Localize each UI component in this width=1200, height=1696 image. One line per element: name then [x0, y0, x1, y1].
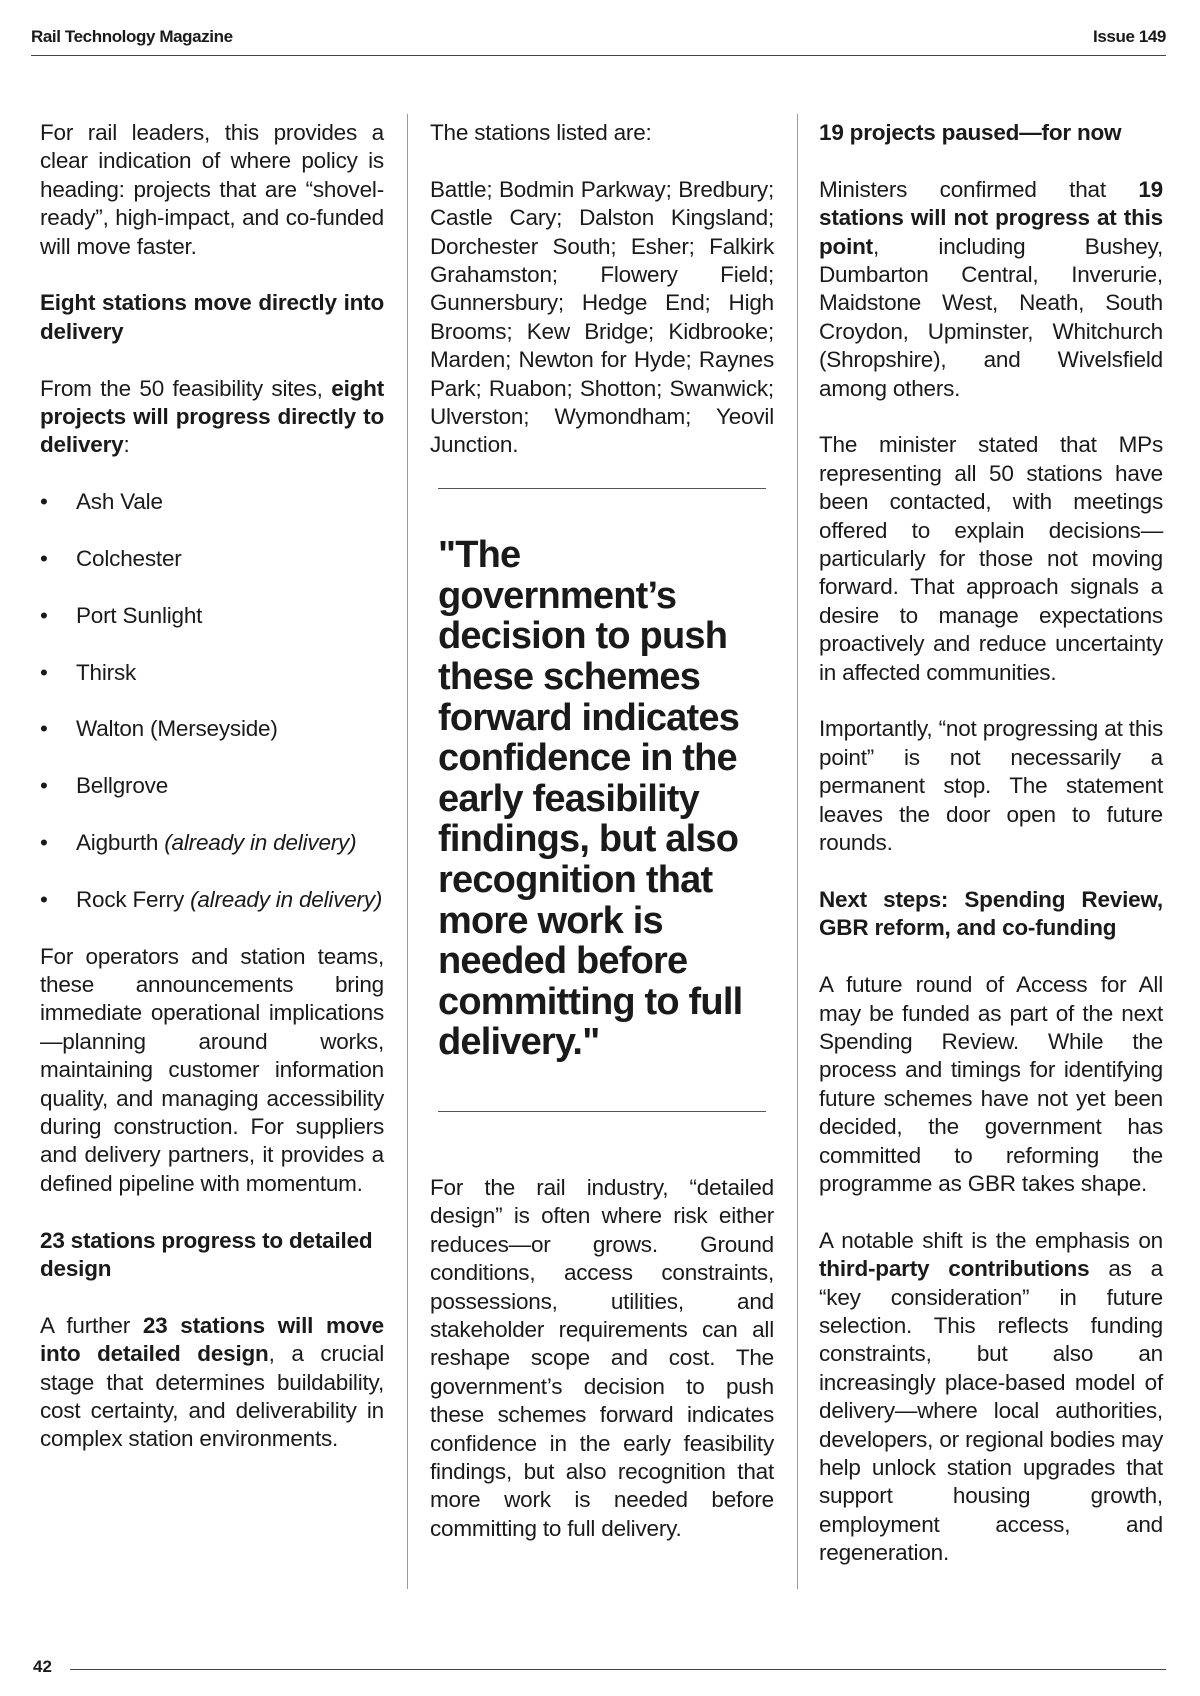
- pullquote-rule-top: [438, 488, 766, 489]
- list-item: [40, 602, 384, 630]
- design-text-end: , a crucial stage that determines buildability, cost certainty, and deliverability in complex station environments.: [40, 1341, 384, 1452]
- bullet-icon: •: [40, 602, 48, 628]
- footer-divider: [70, 1669, 1166, 1670]
- shift-bold: third-party contributions: [819, 1256, 1090, 1282]
- station-name: Aigburth: [76, 830, 165, 856]
- bullet-icon: •: [40, 716, 48, 742]
- station-name: Thirsk: [76, 659, 137, 685]
- bullet-icon: •: [40, 773, 48, 799]
- future-round-paragraph: A future round of Access for All may be funded as part of the next Spending Review. While the process and timings for identifying future schemes have not yet been decided, the government has committed to reforming the programme as GBR takes shape.: [819, 972, 1163, 1196]
- station-name: Rock Ferry: [76, 886, 191, 912]
- bullet-icon: •: [40, 659, 48, 685]
- design-bold: 23 stations will move into detailed design: [40, 1312, 384, 1367]
- heading-delivery: Eight stations move directly into delivery: [40, 290, 384, 344]
- bullet-icon: •: [40, 546, 48, 572]
- list-item: [40, 715, 384, 743]
- minister-paragraph: The minister stated that MPs representing all 50 stations have been contacted, with meetings offered to explain decisions—particularly for those not moving forward. That approach signals a desire to manage expectations proactively and reduce uncertainty in affected communities.: [819, 432, 1163, 685]
- operators-paragraph: For operators and station teams, these announcements bring immediate operational implications—planning around works, maintaining customer information quality, and managing accessibility during construction. For suppliers and delivery partners, it provides a defined pipeline with momentum.: [40, 943, 384, 1196]
- station-note: (already in delivery): [164, 830, 357, 856]
- station-name: Port Sunlight: [76, 602, 203, 628]
- industry-paragraph: For the rail industry, “detailed design” is often where risk either reduces—or grows. Ground conditions, access constraints, possessions, utilities, and stakeholder requirements can all reshape scope and cost. The government’s decision to push these schemes forward indicates confidence in the early feasibility findings, but also recognition that more work is needed before committing to full delivery.: [430, 1174, 774, 1541]
- design-text: A further: [40, 1312, 143, 1338]
- list-item: [40, 488, 384, 516]
- issue-number: Issue 149: [1093, 27, 1166, 46]
- delivery-lead-text: From the 50 feasibility sites,: [40, 375, 332, 401]
- column-divider-left: [407, 114, 408, 1589]
- column-right: [819, 119, 1163, 1596]
- heading-next-steps: Next steps: Spending Review, GBR reform, and co-funding: [819, 886, 1163, 941]
- heading-detailed-design: 23 stations progress to detailed design: [40, 1227, 373, 1282]
- shift-text-end: as a “key consideration” in future selection. This reflects funding constraints, but also an increasingly place-based model of delivery—where local authorities, developers, or regional bodies may help unlock station upgrades that support housing growth, employment access, and regeneration.: [819, 1256, 1163, 1566]
- magazine-title: Rail Technology Magazine: [31, 27, 233, 46]
- bullet-icon: •: [40, 886, 48, 912]
- paused-text-end: , including Bushey, Dumbarton Central, Inverurie, Maidstone West, Neath, South Croydon, Upminster, Whitchurch (Shropshire), and Wivelsfield among others.: [819, 233, 1163, 401]
- list-item: [40, 659, 384, 687]
- delivery-lead-paragraph: [40, 375, 384, 460]
- column-divider-right: [797, 114, 798, 1589]
- station-name: Walton (Merseyside): [76, 716, 278, 742]
- stations-list-paragraph: Battle; Bodmin Parkway; Bredbury; Castle Cary; Dalston Kingsland; Dorchester South; Esher; Falkirk Grahamston; Flowery Field; Gunnersbury; Hedge End; High Brooms; Kew Bridge; Kidbrooke; Marden; Newton for Hyde; Raynes Park; Ruabon; Shotton; Swanwick; Ulverston; Wymondham; Yeovil Junction.: [430, 176, 774, 458]
- paused-text: Ministers confirmed that: [819, 176, 1139, 202]
- page-number: 42: [33, 1657, 52, 1676]
- delivery-stations-list: [40, 488, 384, 914]
- list-item: [40, 829, 384, 857]
- list-item: [40, 886, 384, 914]
- list-item: [40, 772, 384, 800]
- stations-intro: The stations listed are:: [430, 120, 652, 145]
- column-left: [40, 119, 384, 1482]
- delivery-lead-colon: :: [123, 432, 130, 458]
- paused-bold: 19 stations will not progress at this point: [819, 176, 1163, 259]
- importantly-paragraph: Importantly, “not progressing at this point” is not necessarily a permanent stop. The statement leaves the door open to future rounds.: [819, 716, 1163, 856]
- paused-paragraph: [819, 176, 1163, 403]
- station-name: Ash Vale: [76, 489, 163, 515]
- heading-paused: 19 projects paused—for now: [819, 120, 1122, 145]
- delivery-lead-bold: eight projects will progress directly to delivery: [40, 375, 384, 458]
- pullquote-rule-bottom: [438, 1111, 766, 1112]
- column-middle: [430, 119, 774, 1572]
- shift-text: A notable shift is the emphasis on: [819, 1227, 1163, 1253]
- header-divider: [31, 55, 1166, 56]
- list-item: [40, 545, 384, 573]
- station-name: Bellgrove: [76, 773, 169, 799]
- station-name: Colchester: [76, 546, 182, 572]
- station-note: (already in delivery): [190, 886, 383, 912]
- bullet-icon: •: [40, 830, 48, 856]
- pull-quote: "The government’s decision to push these schemes forward indicates confidence in the early feasibility findings, but also recognition that more work is needed before committing to full delivery.": [438, 534, 743, 1064]
- bullet-icon: •: [40, 489, 48, 515]
- shift-paragraph: [819, 1227, 1163, 1568]
- design-paragraph: [40, 1312, 384, 1454]
- intro-paragraph: For rail leaders, this provides a clear indication of where policy is heading: projects that are “shovel-ready”, high-impact, and co-funded will move faster.: [40, 120, 384, 259]
